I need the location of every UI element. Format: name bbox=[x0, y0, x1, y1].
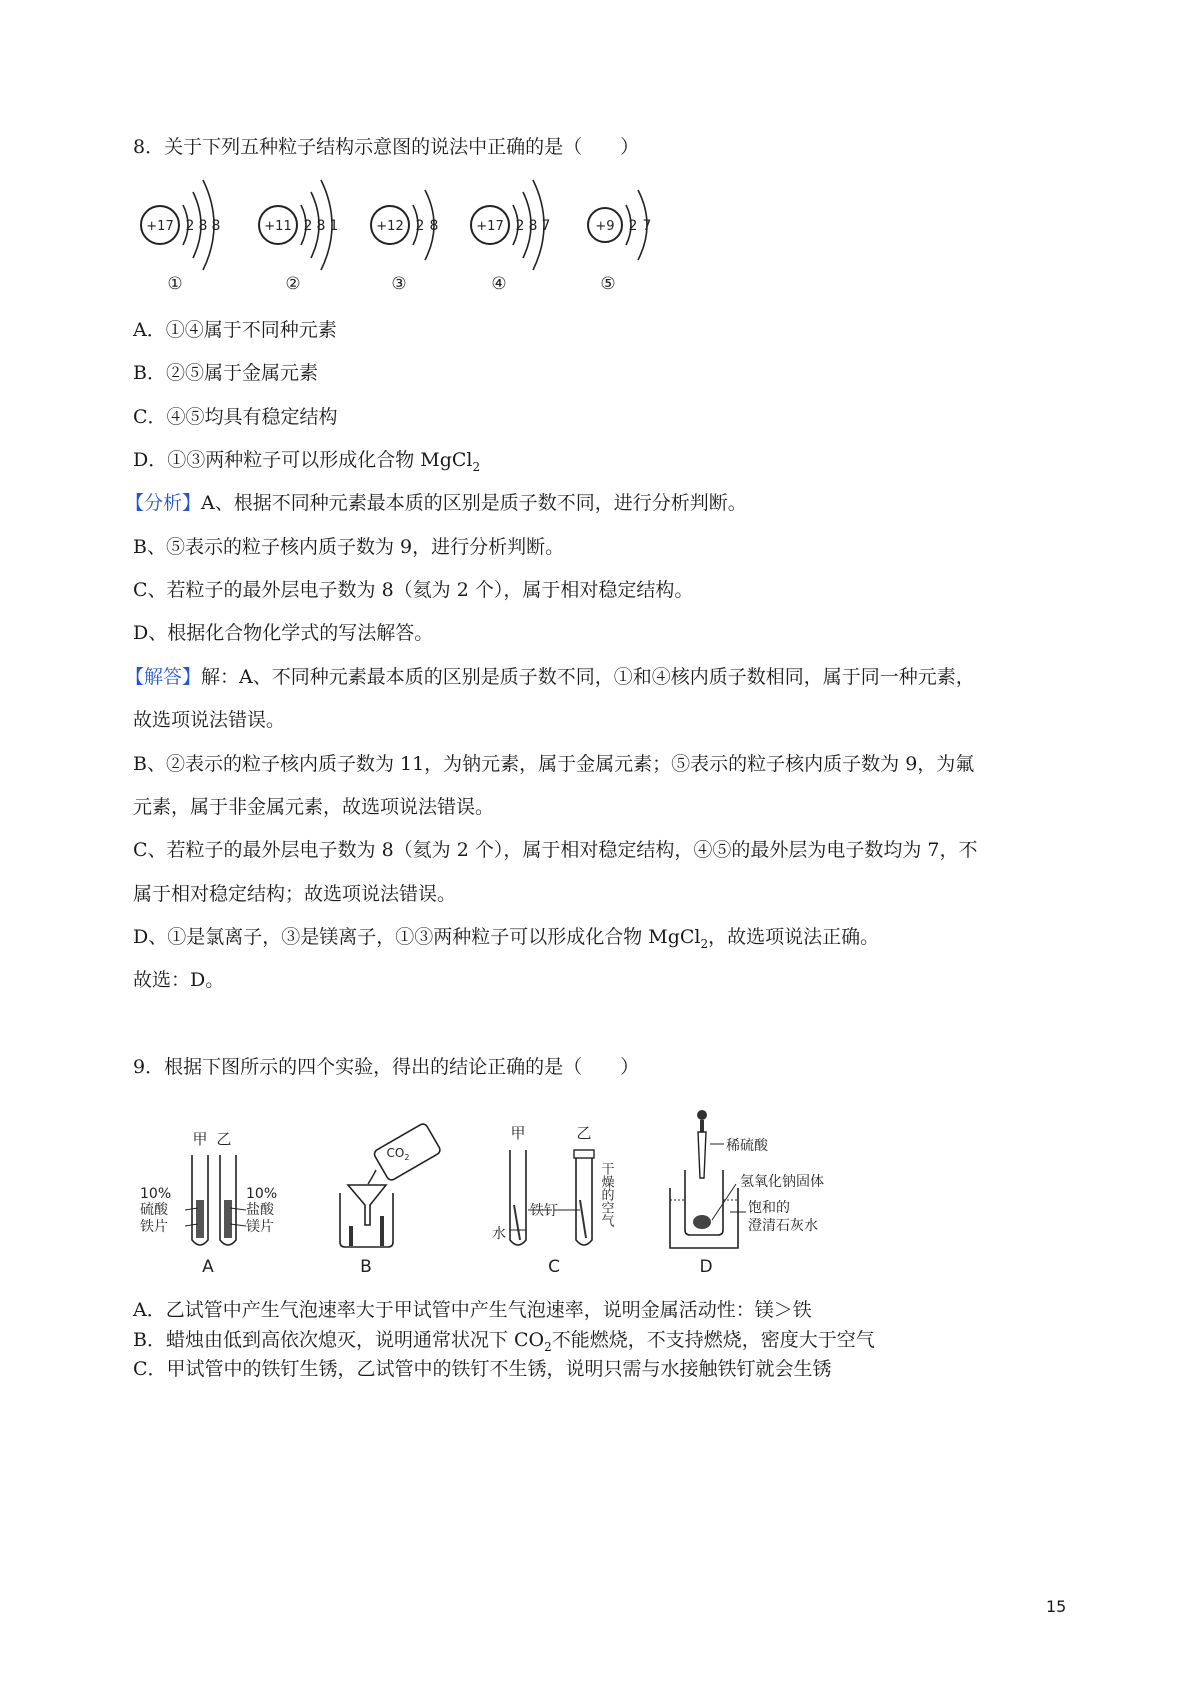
solution-text-7: D、①是氯离子，③是镁离子，①③两种粒子可以形成化合物 MgCl bbox=[133, 926, 701, 948]
exp-c-air-label: 干燥的空气 bbox=[598, 1162, 614, 1227]
atom-4-shell-3: 7 bbox=[541, 218, 551, 234]
exp-d-acid-label: 稀硫酸 bbox=[726, 1138, 768, 1154]
solution-text-7-suffix: ，故选项说法正确。 bbox=[708, 926, 880, 948]
q8-solution-line-5: C、若粒子的最外层电子数为 8（氦为 2 个），属于相对稳定结构，④⑤的最外层为电子数均为 7，不 bbox=[133, 839, 978, 861]
exp-c-label: C bbox=[548, 1257, 560, 1277]
q8-stem: 8．关于下列五种粒子结构示意图的说法中正确的是（ ） bbox=[133, 136, 640, 158]
q8-solution-line-3: B、②表示的粒子核内质子数为 11，为钠元素，属于金属元素；⑤表示的粒子核内质子数为 9，为氟 bbox=[133, 753, 975, 775]
q8-option-b: B．②⑤属于金属元素 bbox=[133, 362, 318, 384]
exp-a-left-acid: 硫酸 bbox=[140, 1202, 168, 1218]
atom-3-shell-2: 8 bbox=[429, 218, 439, 234]
atom-2-shell-2: 8 bbox=[316, 218, 326, 234]
solution-text-1: 解：A、不同种元素最本质的区别是质子数不同，①和④核内质子数相同，属于同一种元素， bbox=[201, 666, 975, 688]
atom-5-shell-2: 7 bbox=[642, 218, 652, 234]
q9-stem: 9．根据下图所示的四个实验，得出的结论正确的是（ ） bbox=[133, 1056, 640, 1078]
q8-option-c: C．④⑤均具有稳定结构 bbox=[133, 406, 338, 428]
exp-c-water-label: 水 bbox=[492, 1226, 506, 1242]
q9-option-a: A．乙试管中产生气泡速率大于甲试管中产生气泡速率，说明金属活动性：镁＞铁 bbox=[133, 1299, 812, 1321]
atom-5-label: ⑤ bbox=[600, 274, 616, 294]
atom-diagram-1 bbox=[141, 180, 220, 294]
exp-a-right-metal: 镁片 bbox=[246, 1219, 274, 1235]
exp-a-right-acid: 盐酸 bbox=[246, 1202, 274, 1218]
atom-4-shell-1: 2 bbox=[515, 218, 525, 234]
exp-a-left-acid-percent: 10% bbox=[140, 1186, 172, 1202]
atom-diagram-5 bbox=[588, 190, 651, 294]
atom-diagram-2 bbox=[259, 180, 338, 294]
q9-option-b-text: B．蜡烛由低到高依次熄灭，说明通常状况下 CO bbox=[133, 1329, 545, 1351]
exp-d-label: D bbox=[699, 1257, 713, 1277]
atom-4-nucleus: +17 bbox=[476, 219, 504, 234]
experiment-b bbox=[340, 1122, 442, 1277]
atom-2-nucleus: +11 bbox=[264, 219, 292, 234]
q8-option-d-text: D．①③两种粒子可以形成化合物 MgCl bbox=[133, 449, 473, 471]
analysis-text-1: A、根据不同种元素最本质的区别是质子数不同，进行分析判断。 bbox=[201, 492, 747, 514]
q9-option-b bbox=[133, 1327, 875, 1360]
atom-2-shell-3: 1 bbox=[329, 218, 339, 234]
q9-option-b-subscript: 2 bbox=[544, 1339, 552, 1354]
q9-option-c: C．甲试管中的铁钉生锈，乙试管中的铁钉不生锈，说明只需与水接触铁钉就会生锈 bbox=[133, 1358, 832, 1380]
q8-analysis-line-4: D、根据化合物化学式的写法解答。 bbox=[133, 622, 434, 644]
atom-2-shell-1: 2 bbox=[303, 218, 313, 234]
atom-1-nucleus: +17 bbox=[146, 219, 174, 234]
exp-b-gas-label: $CO_2$ bbox=[386, 1146, 410, 1162]
atom-diagram-3 bbox=[371, 190, 438, 294]
q8-analysis-line-2: B、⑤表示的粒子核内质子数为 9，进行分析判断。 bbox=[133, 536, 565, 558]
experiment-a bbox=[140, 1130, 277, 1277]
analysis-tag: 【分析】 bbox=[125, 492, 202, 514]
atom-diagram-4 bbox=[471, 180, 550, 294]
atom-3-label: ③ bbox=[391, 274, 407, 294]
exp-a-tube-1-label: 甲 bbox=[192, 1130, 208, 1148]
exp-a-right-acid-percent: 10% bbox=[246, 1186, 278, 1202]
atom-3-shell-1: 2 bbox=[415, 218, 425, 234]
page-number: 15 bbox=[1046, 1597, 1067, 1616]
q8-option-a: A．①④属于不同种元素 bbox=[133, 319, 337, 341]
q9-option-b-suffix: 不能燃烧，不支持燃烧，密度大于空气 bbox=[551, 1329, 875, 1351]
atom-3-nucleus: +12 bbox=[376, 219, 404, 234]
q8-analysis-line-1 bbox=[125, 490, 747, 516]
exp-a-label: A bbox=[202, 1257, 214, 1277]
exp-a-left-metal: 铁片 bbox=[140, 1219, 168, 1235]
exp-b-label: B bbox=[360, 1257, 372, 1277]
exp-d-water-label-2: 澄清石灰水 bbox=[748, 1218, 818, 1234]
q8-solution-line-4: 元素，属于非金属元素，故选项说法错误。 bbox=[133, 796, 495, 818]
atom-1-shell-1: 2 bbox=[185, 218, 195, 234]
q8-solution-line-6: 属于相对稳定结构；故选项说法错误。 bbox=[133, 883, 457, 905]
q8-solution-line-1 bbox=[125, 664, 975, 690]
experiment-c bbox=[492, 1124, 614, 1277]
solution-tag: 【解答】 bbox=[125, 666, 202, 688]
q8-option-d-subscript: 2 bbox=[472, 459, 481, 474]
exp-a-tube-2-label: 乙 bbox=[216, 1130, 232, 1148]
exp-d-solid-label: 氢氧化钠固体 bbox=[740, 1174, 824, 1190]
atom-1-label: ① bbox=[167, 274, 183, 294]
q8-solution-line-7 bbox=[133, 924, 879, 957]
atom-1-shell-2: 8 bbox=[198, 218, 208, 234]
exp-d-water-label-1: 饱和的 bbox=[748, 1200, 790, 1216]
atom-5-nucleus: +9 bbox=[595, 219, 615, 234]
q8-option-d bbox=[133, 447, 480, 480]
exp-c-tube-2-label: 乙 bbox=[576, 1124, 592, 1142]
atom-4-label: ④ bbox=[491, 274, 507, 294]
experiment-d bbox=[670, 1110, 824, 1277]
exp-c-nail-label: 铁钉 bbox=[530, 1203, 558, 1219]
q8-solution-line-2: 故选项说法错误。 bbox=[133, 709, 286, 731]
atom-2-label: ② bbox=[285, 274, 301, 294]
q8-analysis-line-3: C、若粒子的最外层电子数为 8（氦为 2 个），属于相对稳定结构。 bbox=[133, 579, 694, 601]
exp-c-tube-1-label: 甲 bbox=[510, 1124, 526, 1142]
q9-experiment-figure bbox=[140, 1100, 860, 1280]
q8-solution-line-8: 故选：D。 bbox=[133, 969, 225, 991]
solution-subscript-7: 2 bbox=[700, 936, 709, 951]
atom-5-shell-1: 2 bbox=[628, 218, 638, 234]
atom-4-shell-2: 8 bbox=[528, 218, 538, 234]
atom-1-shell-3: 8 bbox=[211, 218, 221, 234]
q8-atom-structure-diagrams bbox=[133, 172, 673, 297]
